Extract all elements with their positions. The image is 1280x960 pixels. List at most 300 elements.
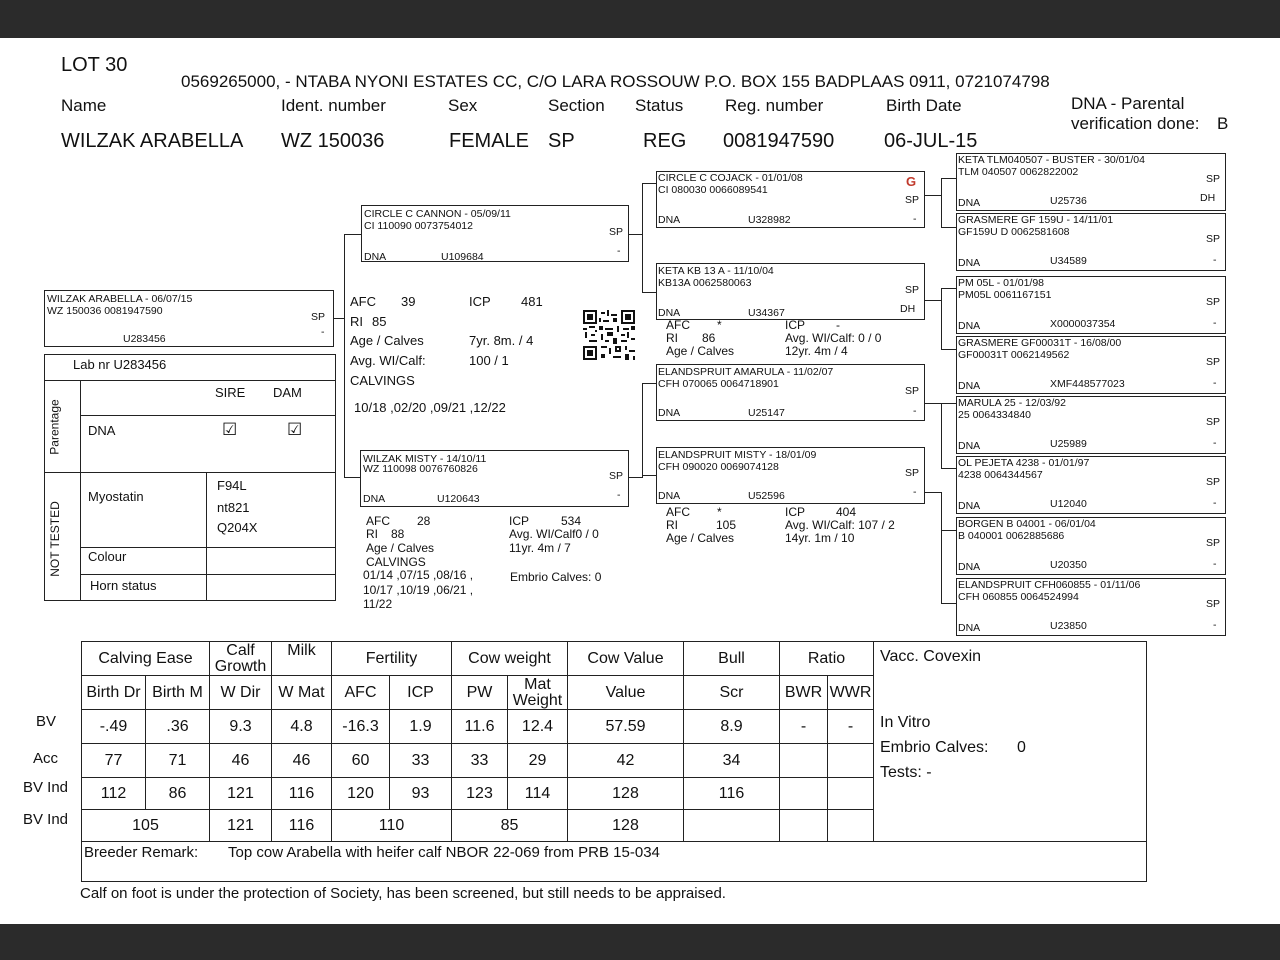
mat-weight-line-1: Mat <box>524 675 551 693</box>
grandparent-box-2 <box>656 263 925 320</box>
ggp-title: OL PEJETA 4238 - 01/01/97 <box>958 457 1090 469</box>
merged-bwr <box>780 810 828 842</box>
gp4-ident: CFH 090020 0069074128 <box>658 461 779 473</box>
bv-cell: 42 <box>568 744 684 778</box>
calf-growth-line-1: Calf <box>226 641 255 659</box>
gp1-dna: U328982 <box>748 214 791 226</box>
col-w-dir: W Dir <box>210 676 272 710</box>
connector-line <box>941 288 956 289</box>
header-name: Name <box>61 96 107 115</box>
ggp-section: SP <box>1206 537 1221 549</box>
vacc-panel <box>874 642 1147 842</box>
sire-ri-label: RI <box>350 314 363 329</box>
gp4-icp: 404 <box>836 505 857 519</box>
myostatin-label: Myostatin <box>88 489 144 504</box>
ggp-ident: B 040001 0062885686 <box>958 530 1065 542</box>
ggp-dna-label: DNA <box>958 257 981 269</box>
lot-number: LOT 30 <box>61 54 128 76</box>
connector-line <box>941 178 942 228</box>
dam-calvings-label: CALVINGS <box>366 555 426 569</box>
lab-divider <box>45 472 81 473</box>
dam-dna: U120643 <box>437 493 480 505</box>
bv-cell <box>828 744 874 778</box>
tests: Tests: - <box>880 764 932 781</box>
bv-cell: -.49 <box>82 710 146 744</box>
qr-code <box>583 310 635 360</box>
ggp-dash: - <box>1213 558 1217 570</box>
gp1-title: CIRCLE C COJACK - 01/01/08 <box>658 172 803 184</box>
gp2-icp: - <box>836 318 840 332</box>
merged-calving-ease: 105 <box>82 810 210 842</box>
connector-line <box>925 403 941 404</box>
bv-cell: 57.59 <box>568 710 684 744</box>
gp1-ident: CI 080030 0066089541 <box>658 184 768 196</box>
ggp-ident: PM05L 0061167151 <box>958 289 1052 301</box>
sire-title: CIRCLE C CANNON - 05/09/11 <box>364 208 511 220</box>
gp4-ri: 105 <box>716 518 737 532</box>
dam-age-calves: 11yr. 4m / 7 <box>509 541 571 555</box>
gp4-afc: * <box>717 505 722 519</box>
merged-bull <box>684 810 780 842</box>
gp4-icp-label: ICP <box>785 505 806 519</box>
group-cow-weight: Cow weight <box>452 642 568 676</box>
gp2-ri-label: RI <box>666 331 678 345</box>
gp2-dna-label: DNA <box>658 307 681 319</box>
grandparent-box-3 <box>656 364 925 421</box>
great-grandparent-box <box>956 517 1226 575</box>
col-bwr: BWR <box>780 676 828 710</box>
connector-line <box>642 183 643 293</box>
ggp-ident: CFH 060855 0064524994 <box>958 591 1079 603</box>
gp1-dna-label: DNA <box>658 214 681 226</box>
ggp-ident: 4238 0064344567 <box>958 469 1043 481</box>
ggp-dna-label: DNA <box>958 380 981 392</box>
bv-cell: 60 <box>332 744 390 778</box>
bv-cell: 4.8 <box>272 710 332 744</box>
col-birth-m: Birth M <box>146 676 210 710</box>
gp4-dna: U52596 <box>748 490 785 502</box>
gp3-ident: CFH 070065 0064718901 <box>658 378 779 390</box>
calf-growth-line-2: Growth <box>214 657 267 675</box>
bv-cell: .36 <box>146 710 210 744</box>
bv-cell: 116 <box>684 778 780 810</box>
bv-cell: 71 <box>146 744 210 778</box>
merged-fertility: 110 <box>332 810 452 842</box>
grandparent-box-1 <box>656 171 925 228</box>
bv-cell: 9.3 <box>210 710 272 744</box>
dam-age-calves-label: Age / Calves <box>366 541 435 555</box>
ggp-ident: 25 0064334840 <box>958 409 1031 421</box>
owner-line: 0569265000, - NTABA NYONI ESTATES CC, C/O LARA ROSSOUW P.O. BOX 155 BADPLAAS 0911, 0721074798 <box>181 72 1050 91</box>
gp4-dash: - <box>913 486 917 498</box>
vacc-covexin: Vacc. Covexin <box>880 648 982 665</box>
top-bar <box>0 0 1280 38</box>
bv-cell: 121 <box>210 778 272 810</box>
bv-cell: 33 <box>390 744 452 778</box>
not-tested-label: NOT TESTED <box>47 501 62 577</box>
bv-cell: 34 <box>684 744 780 778</box>
lab-table <box>44 354 336 601</box>
ggp-title: PM 05L - 01/01/98 <box>958 277 1044 289</box>
subject-dna: U283456 <box>123 333 166 345</box>
header-dna-1: DNA - Parental <box>1071 94 1185 113</box>
col-afc: AFC <box>332 676 390 710</box>
group-calf-growth <box>210 642 272 676</box>
ggp-dash: - <box>1213 437 1217 449</box>
group-fertility: Fertility <box>332 642 452 676</box>
ggp-section: SP <box>1206 233 1221 245</box>
gp2-ri: 86 <box>702 331 716 345</box>
connector-line <box>642 383 643 478</box>
sire-wi: 100 / 1 <box>469 353 509 368</box>
dam-calvings-1: 01/14 ,07/15 ,08/16 , <box>363 568 474 582</box>
bv-cell: - <box>780 710 828 744</box>
col-value: Value <box>568 676 684 710</box>
connector-line <box>925 300 941 301</box>
bottom-bar <box>0 924 1280 960</box>
dam-afc: 28 <box>417 514 431 528</box>
ggp-title: BORGEN B 04001 - 06/01/04 <box>958 518 1096 530</box>
ggp-dna: U20350 <box>1050 559 1087 571</box>
dam-embrio-calves: Embrio Calves: 0 <box>510 570 602 584</box>
gp2-dna: U34367 <box>748 307 785 319</box>
gp2-dash: DH <box>900 303 916 315</box>
group-cow-value: Cow Value <box>568 642 684 676</box>
animal-birth: 06-JUL-15 <box>884 130 978 152</box>
dam-ri: 88 <box>391 527 405 541</box>
col-pw: PW <box>452 676 508 710</box>
gp4-age-calves: 14yr. 1m / 10 <box>785 531 855 545</box>
connector-line <box>941 288 942 350</box>
gp2-afc-label: AFC <box>666 318 690 332</box>
bv-cell: 12.4 <box>508 710 568 744</box>
header-birth: Birth Date <box>886 96 962 115</box>
ggp-section: SP <box>1206 296 1221 308</box>
col-w-mat: W Mat <box>272 676 332 710</box>
gp3-dash: - <box>913 405 917 417</box>
ggp-dna: U25736 <box>1050 195 1087 207</box>
ggp-ident: TLM 040507 0062822002 <box>958 166 1079 178</box>
dam-section: SP <box>609 470 624 482</box>
great-grandparent-box <box>956 578 1226 636</box>
bv-cell: -16.3 <box>332 710 390 744</box>
subject-ident: WZ 150036 0081947590 <box>47 305 163 317</box>
ggp-section: SP <box>1206 356 1221 368</box>
header-dna-2: verification done: <box>1071 114 1200 133</box>
gp4-title: ELANDSPRUIT MISTY - 18/01/09 <box>658 449 817 461</box>
gp4-age-calves-label: Age / Calves <box>666 531 735 545</box>
connector-line <box>344 234 361 235</box>
connector-line <box>941 492 942 604</box>
in-vitro: In Vitro <box>880 714 931 731</box>
ggp-dna: U34589 <box>1050 255 1087 267</box>
connector-line <box>628 234 642 235</box>
connector-line <box>344 477 361 478</box>
embrio-calves-value: 0 <box>1017 739 1026 756</box>
col-mat-weight <box>508 676 568 710</box>
sire-afc: 39 <box>401 294 416 309</box>
bv-cell: 123 <box>452 778 508 810</box>
ggp-ident: GF159U D 0062581608 <box>958 226 1070 238</box>
gp2-age-calves: 12yr. 4m / 4 <box>785 344 848 358</box>
dam-title: WILZAK MISTY - 14/10/11 <box>363 453 487 465</box>
connector-line <box>941 403 956 404</box>
ggp-dna-label: DNA <box>958 320 981 332</box>
animal-sex: FEMALE <box>449 130 530 152</box>
bv-cell: - <box>828 710 874 744</box>
dam-dash: - <box>617 489 621 501</box>
bv-cell: 46 <box>210 744 272 778</box>
connector-line <box>925 195 941 196</box>
great-grandparent-box <box>956 336 1226 394</box>
sire-dna-check: ☑ <box>222 420 238 439</box>
sire-section: SP <box>609 226 624 238</box>
group-milk: Milk <box>272 642 332 676</box>
connector-line <box>642 183 657 184</box>
ggp-title: KETA TLM040507 - BUSTER - 30/01/04 <box>958 154 1145 166</box>
gp2-section: SP <box>905 284 920 296</box>
connector-line <box>941 227 956 228</box>
merged-cow-weight: 85 <box>452 810 568 842</box>
connector-line <box>941 530 956 531</box>
bv-cell: 120 <box>332 778 390 810</box>
gp4-ri-label: RI <box>666 518 678 532</box>
lab-divider <box>80 415 335 416</box>
lab-dam-header: DAM <box>273 385 302 400</box>
gp2-wi: Avg. WI/Calf: 0 / 0 <box>785 331 882 345</box>
gp4-wi: Avg. WI/Calf: 107 / 2 <box>785 518 895 532</box>
row-label-acc: Acc <box>33 750 59 767</box>
great-grandparent-box <box>956 396 1226 454</box>
bv-cell: 93 <box>390 778 452 810</box>
brand-logo-icon: G <box>906 174 917 189</box>
connector-line <box>941 349 956 350</box>
row-label-bv-ind-merged: BV Ind <box>23 811 69 828</box>
ggp-dna: X0000037354 <box>1050 318 1116 330</box>
bv-cell <box>780 778 828 810</box>
horn-status-label: Horn status <box>90 578 157 593</box>
merged-w-dir: 121 <box>210 810 272 842</box>
ggp-title: GRASMERE GF00031T - 16/08/00 <box>958 337 1122 349</box>
animal-section: SP <box>548 130 575 152</box>
dam-box <box>360 450 629 507</box>
gp4-afc-label: AFC <box>666 505 690 519</box>
header-reg: Reg. number <box>725 96 824 115</box>
ggp-title: GRASMERE GF 159U - 14/11/01 <box>958 214 1114 226</box>
dam-afc-label: AFC <box>366 514 390 528</box>
bv-cell <box>828 778 874 810</box>
ggp-dna: U25989 <box>1050 438 1087 450</box>
connector-line <box>941 468 956 469</box>
breeder-remark-text: Top cow Arabella with heifer calf NBOR 22-069 from PRB 15-034 <box>228 844 660 861</box>
bv-cell: 128 <box>568 778 684 810</box>
gp3-dna-label: DNA <box>658 407 681 419</box>
grandparent-box-4 <box>656 447 925 504</box>
ggp-title: MARULA 25 - 12/03/92 <box>958 397 1066 409</box>
gp1-dash: - <box>913 213 917 225</box>
gp4-section: SP <box>905 467 920 479</box>
group-ratio: Ratio <box>780 642 874 676</box>
dam-icp: 534 <box>561 514 582 528</box>
bv-cell: 86 <box>146 778 210 810</box>
sire-dna: U109684 <box>441 251 484 263</box>
breeder-remark-cell <box>82 842 1147 882</box>
bv-cell: 46 <box>272 744 332 778</box>
dam-dna-check: ☑ <box>287 420 303 439</box>
dam-wi: Avg. WI/Calf0 / 0 <box>509 527 599 541</box>
gp2-ident: KB13A 0062580063 <box>658 277 752 289</box>
ggp-dash: - <box>1213 497 1217 509</box>
great-grandparent-box <box>956 456 1226 514</box>
ggp-section: SP <box>1206 598 1221 610</box>
ggp-dash: - <box>1213 317 1217 329</box>
bv-cell: 112 <box>82 778 146 810</box>
ggp-dna: U12040 <box>1050 498 1087 510</box>
ggp-dash: - <box>1213 377 1217 389</box>
ggp-dna: XMF448577023 <box>1050 378 1125 390</box>
dam-calvings-3: 11/22 <box>363 597 393 611</box>
header-dna-value: B <box>1217 114 1229 133</box>
ggp-dna-label: DNA <box>958 561 981 573</box>
ggp-title: ELANDSPRUIT CFH060855 - 01/11/06 <box>958 579 1141 591</box>
bv-cell: 33 <box>452 744 508 778</box>
lab-dna-label: DNA <box>88 423 116 438</box>
gp2-icp-label: ICP <box>785 318 806 332</box>
great-grandparent-box <box>956 153 1226 211</box>
dam-dna-label: DNA <box>363 493 386 505</box>
ggp-dash: DH <box>1200 192 1216 204</box>
ggp-dna-label: DNA <box>958 440 981 452</box>
col-wwr: WWR <box>828 676 874 710</box>
bv-cell: 29 <box>508 744 568 778</box>
merged-cow-value: 128 <box>568 810 684 842</box>
gp2-age-calves-label: Age / Calves <box>666 344 735 358</box>
sire-box <box>361 205 629 262</box>
subject-pedigree-box <box>44 290 334 347</box>
great-grandparent-box <box>956 213 1226 271</box>
footer-note: Calf on foot is under the protection of Society, has been screened, but still needs to be appraised. <box>80 885 726 902</box>
dam-icp-label: ICP <box>509 514 530 528</box>
connector-line <box>941 403 942 469</box>
col-scr: Scr <box>684 676 780 710</box>
animal-ident: WZ 150036 <box>281 130 385 152</box>
bv-cell: 11.6 <box>452 710 508 744</box>
ggp-dash: - <box>1213 619 1217 631</box>
ggp-dna: U23850 <box>1050 620 1087 632</box>
myostatin-value-1: F94L <box>217 478 247 493</box>
sire-age-calves-label: Age / Calves <box>350 333 424 348</box>
header-section: Section <box>548 96 605 115</box>
sire-afc-label: AFC <box>350 294 376 309</box>
dam-ident: WZ 110098 0076760826 <box>363 463 478 475</box>
colour-label: Colour <box>88 549 127 564</box>
animal-name: WILZAK ARABELLA <box>61 130 244 152</box>
ggp-section: SP <box>1206 476 1221 488</box>
bv-cell: 116 <box>272 778 332 810</box>
subject-dash: - <box>321 326 325 338</box>
connector-line <box>628 477 642 478</box>
ggp-dna-label: DNA <box>958 197 981 209</box>
connector-line <box>334 318 344 319</box>
col-birth-dr: Birth Dr <box>82 676 146 710</box>
embrio-calves-label: Embrio Calves: <box>880 739 989 756</box>
ggp-dna-label: DNA <box>958 622 981 634</box>
ggp-section: SP <box>1206 416 1221 428</box>
sire-calvings: 10/18 ,02/20 ,09/21 ,12/22 <box>354 400 506 415</box>
lab-vertical <box>206 472 207 600</box>
group-bull: Bull <box>684 642 780 676</box>
header-ident: Ident. number <box>281 96 386 115</box>
connector-line <box>642 383 657 384</box>
sire-ident: CI 110090 0073754012 <box>364 220 473 232</box>
connector-line <box>642 475 657 476</box>
connector-line <box>344 234 345 478</box>
connector-line <box>925 492 941 493</box>
gp2-title: KETA KB 13 A - 11/10/04 <box>658 265 774 277</box>
gp3-dna: U25147 <box>748 407 785 419</box>
connector-line <box>642 292 657 293</box>
sire-icp-label: ICP <box>469 294 491 309</box>
parentage-label: Parentage <box>47 399 62 455</box>
lab-number: Lab nr U283456 <box>73 357 167 372</box>
sire-calvings-label: CALVINGS <box>350 373 415 388</box>
row-label-bv: BV <box>36 713 57 730</box>
gp3-section: SP <box>905 385 920 397</box>
sire-dash: - <box>617 245 621 257</box>
animal-status: REG <box>643 130 687 152</box>
lab-vertical <box>80 380 81 600</box>
bv-cell <box>780 744 828 778</box>
bv-cell: 77 <box>82 744 146 778</box>
sire-ri: 85 <box>372 314 387 329</box>
breeder-remark-label: Breeder Remark: <box>84 844 199 861</box>
lab-sire-header: SIRE <box>215 385 246 400</box>
col-icp: ICP <box>390 676 452 710</box>
lab-divider <box>45 380 335 381</box>
connector-line <box>941 603 956 604</box>
header-status: Status <box>635 96 684 115</box>
ggp-section: SP <box>1206 173 1221 185</box>
animal-reg: 0081947590 <box>723 130 835 152</box>
bv-cell: 1.9 <box>390 710 452 744</box>
merged-w-mat: 116 <box>272 810 332 842</box>
lab-divider <box>80 472 335 473</box>
group-calving-ease: Calving Ease <box>82 642 210 676</box>
bv-cell: 8.9 <box>684 710 780 744</box>
dam-ri-label: RI <box>366 527 378 541</box>
sire-wi-label: Avg. WI/Calf: <box>350 353 426 368</box>
merged-wwr <box>828 810 874 842</box>
connector-line <box>941 178 956 179</box>
lab-divider <box>80 574 335 575</box>
gp1-section: SP <box>905 194 920 206</box>
sire-icp: 481 <box>521 294 543 309</box>
bv-cell: 114 <box>508 778 568 810</box>
great-grandparent-box <box>956 276 1226 334</box>
gp4-dna-label: DNA <box>658 490 681 502</box>
subject-section: SP <box>311 311 326 323</box>
ggp-dna-label: DNA <box>958 500 981 512</box>
myostatin-value-2: nt821 <box>217 500 250 515</box>
gp2-afc: * <box>717 318 722 332</box>
myostatin-value-3: Q204X <box>217 520 258 535</box>
breeding-values-table <box>81 641 1147 882</box>
ggp-ident: GF00031T 0062149562 <box>958 349 1070 361</box>
ggp-dash: - <box>1213 254 1217 266</box>
gp3-title: ELANDSPRUIT AMARULA - 11/02/07 <box>658 366 834 378</box>
dam-calvings-2: 10/17 ,10/19 ,06/21 , <box>363 583 474 597</box>
subject-title: WILZAK ARABELLA - 06/07/15 <box>47 293 193 305</box>
